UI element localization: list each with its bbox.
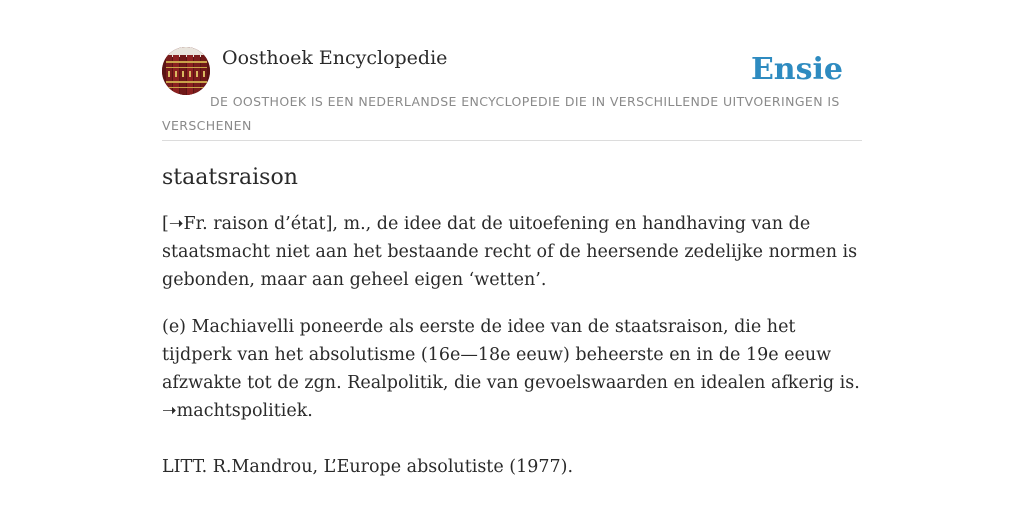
site-tagline: DE OOSTHOEK IS EEN NEDERLANDSE ENCYCLOPEDIE DIE IN VERSCHILLENDE UITVOERINGEN IS VERSCHENEN [162, 94, 840, 133]
site-header [162, 46, 862, 141]
site-name[interactable]: Oosthoek Encyclopedie [222, 47, 448, 69]
article [162, 160, 862, 500]
books-icon [162, 47, 210, 95]
article-paragraph: [➝Fr. raison d’état], m., de idee dat de uitoefening en handhaving van de staatsmacht niet aan het bestaande recht of de heersende zedelijke normen is gebonden, maar aan geheel eigen ‘wetten’. [162, 214, 858, 290]
article-title: staatsraison [162, 165, 298, 190]
ensie-logo[interactable]: Ensie [750, 52, 843, 87]
encyclopedia-books-avatar[interactable] [162, 47, 210, 95]
article-paragraph: (e) Machiavelli poneerde als eerste de idee van de staatsraison, die het tijdperk van het absolutisme (16e—18e eeuw) beheerste en in de 19e eeuw afzwakte tot de zgn. Realpolitik, die van gevoelswaarden en idealen afkerig is. ➝machtspolitiek. LITT. R.Mandrou, L’Europe absolutiste (1977). [162, 317, 860, 477]
